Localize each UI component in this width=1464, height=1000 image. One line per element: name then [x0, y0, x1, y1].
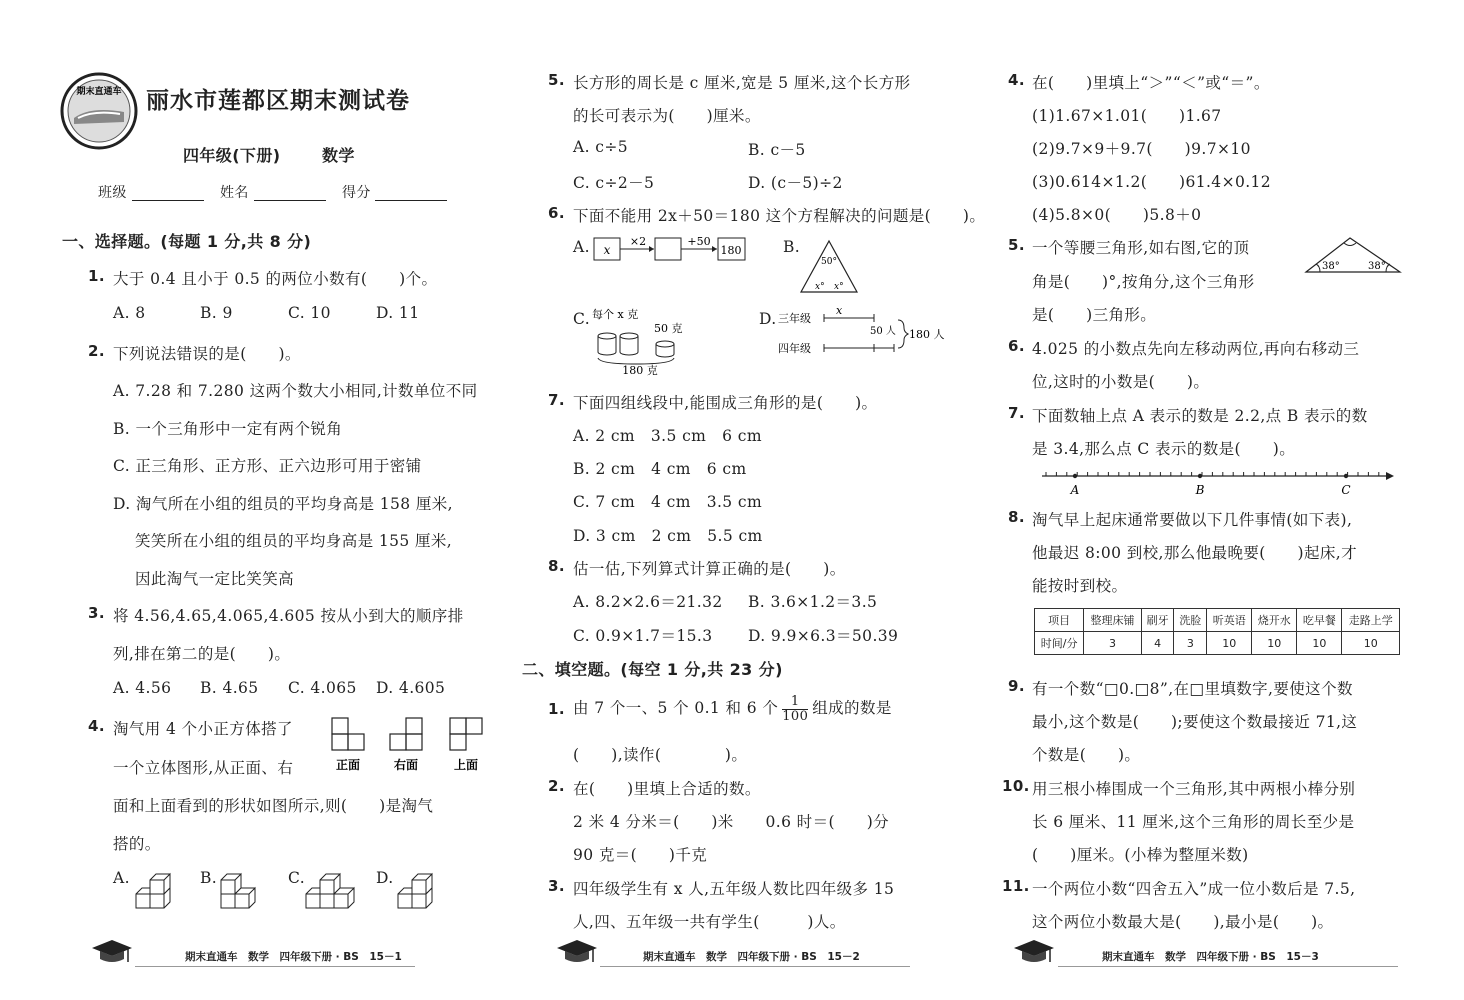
q1-text: 大于 0.4 且小于 0.5 的两位小数有( )个。 — [113, 270, 438, 288]
class-field-line[interactable] — [132, 200, 204, 201]
table-cell: 3 — [1174, 632, 1207, 655]
q4-views-figure — [328, 714, 488, 774]
q3-option-c[interactable]: C. 4.065 — [288, 679, 357, 697]
q2-option-d[interactable]: D. 淘气所在小组的组员的平均身高是 158 厘米, — [113, 495, 453, 513]
q5-option-c[interactable]: C. c÷2－5 — [573, 174, 655, 192]
page-column-1 — [0, 0, 500, 1000]
q8-option-a[interactable]: A. 8.2×2.6＝21.32 — [573, 593, 723, 611]
q1-option-d[interactable]: D. 11 — [376, 304, 420, 322]
diagram-b-top-angle: 50° — [821, 257, 837, 267]
f6-text: 4.025 的小数点先向左移动两位,再向右移动三 — [1032, 340, 1360, 358]
f7-label-a: A — [1070, 483, 1080, 497]
f1-frac-numerator: 1 — [782, 695, 808, 710]
page-title: 丽水市莲都区期末测试卷 — [146, 88, 410, 114]
graduation-cap-icon — [1012, 936, 1056, 968]
q5-option-b[interactable]: B. c－5 — [748, 141, 806, 159]
q2-text: 下列说法错误的是( )。 — [113, 345, 301, 363]
q3-text-line2: 列,排在第二的是( )。 — [113, 645, 291, 663]
f7-number: 7. — [1008, 404, 1025, 422]
diagram-a-x: x — [603, 243, 611, 257]
f1-text — [573, 692, 892, 724]
f7-label-c: C — [1341, 483, 1351, 497]
f9-text-line3: 个数是( )。 — [1032, 746, 1141, 764]
f1-post: 组成的数是 — [812, 699, 892, 717]
f5-number: 5. — [1008, 236, 1025, 254]
table-cell: 整理床铺 — [1084, 609, 1142, 632]
f7-text-line2: 是 3.4,那么点 C 表示的数是( )。 — [1032, 440, 1296, 458]
f5-text-line2: 角是( )°,按角分,这个三角形 — [1032, 273, 1255, 291]
table-cell: 4 — [1141, 632, 1174, 655]
footer-text-2: 期末直通车 数学 四年级下册 · BS 15－2 — [643, 951, 860, 963]
q8-text: 估一估,下列算式计算正确的是( )。 — [573, 560, 846, 578]
diagram-d-x: x — [836, 304, 843, 317]
table-cell: 项目 — [1035, 609, 1084, 632]
footer-rule — [1058, 966, 1398, 967]
f9-text: 有一个数“□0.□8”,在□里填数字,要使这个数 — [1032, 680, 1353, 698]
f10-text-line3: ( )厘米。(小棒为整厘米数) — [1032, 846, 1249, 864]
q4-option-a[interactable]: A. — [113, 869, 130, 887]
f4-text: 在( )里填上“＞”“＜”或“＝”。 — [1032, 74, 1270, 92]
q4-text: 淘气用 4 个小正方体搭了 — [113, 720, 293, 738]
f6-text-line2: 位,这时的小数是( )。 — [1032, 373, 1210, 391]
f6-number: 6. — [1008, 337, 1025, 355]
table-cell: 听英语 — [1207, 609, 1252, 632]
q6-diagram-b — [798, 238, 860, 296]
footer-page-1 — [0, 944, 500, 970]
class-field-label: 班级 — [98, 185, 127, 201]
q6-option-b[interactable]: B. — [783, 238, 801, 256]
q7-option-d[interactable]: D. 3 cm 2 cm 5.5 cm — [573, 527, 763, 545]
q6-option-a[interactable]: A. — [573, 238, 590, 256]
f11-number: 11. — [1002, 877, 1030, 895]
grade-label: 四年级(下册) — [183, 146, 281, 165]
f8-text-line3: 能按时到校。 — [1032, 577, 1128, 595]
name-field-label: 姓名 — [220, 185, 249, 201]
table-cell: 10 — [1252, 632, 1297, 655]
q4-text-line3: 面和上面看到的形状如图所示,则( )是淘气 — [113, 797, 434, 815]
f5-text-line3: 是( )三角形。 — [1032, 306, 1157, 324]
f3-text-line2: 人,四、五年级一共有学生( )人。 — [573, 913, 846, 931]
q4-text-line2: 一个立体图形,从正面、右 — [113, 759, 294, 777]
cube-c-figure — [306, 874, 354, 908]
f10-text: 用三根小棒围成一个三角形,其中两根小棒分别 — [1032, 780, 1356, 798]
f11-text-line2: 这个两位小数最大是( ),最小是( )。 — [1032, 913, 1334, 931]
footer-text-3: 期末直通车 数学 四年级下册 · BS 15－3 — [1102, 951, 1319, 963]
table-cell: 10 — [1297, 632, 1342, 655]
table-cell: 刷牙 — [1141, 609, 1174, 632]
q4-cube-options-figure — [128, 866, 448, 916]
q6-diagram-a — [592, 232, 752, 268]
table-cell: 吃早餐 — [1297, 609, 1342, 632]
diagram-c-weight: 50 克 — [654, 322, 683, 335]
q5-text-line2: 的长可表示为( )厘米。 — [573, 107, 761, 125]
view-top-figure — [450, 718, 482, 750]
table-header-row — [1035, 609, 1400, 632]
q8-option-b[interactable]: B. 3.6×1.2＝3.5 — [748, 593, 878, 611]
f10-number: 10. — [1002, 777, 1030, 795]
score-field-line[interactable] — [375, 200, 447, 201]
footer-rule — [135, 966, 415, 967]
f5-text: 一个等腰三角形,如右图,它的顶 — [1032, 239, 1250, 257]
q3-option-a[interactable]: A. 4.56 — [113, 679, 172, 697]
diagram-d-extra: 50 人 — [870, 326, 896, 337]
table-cell: 时间/分 — [1035, 632, 1084, 655]
view-front-label: 正面 — [335, 758, 361, 772]
q3-text: 将 4.56,4.65,4.065,4.605 按从小到大的顺序排 — [113, 607, 464, 625]
page-column-3 — [990, 0, 1464, 1000]
q2-option-d-line2: 笑笑所在小组的组员的平均身高是 155 厘米, — [135, 532, 453, 550]
q8-number: 8. — [548, 557, 565, 575]
f4-number: 4. — [1008, 71, 1025, 89]
f1-frac-denominator: 100 — [782, 708, 809, 724]
view-right-label: 右面 — [393, 758, 419, 772]
graduation-cap-icon — [555, 936, 599, 968]
q2-number: 2. — [88, 342, 105, 360]
q7-text: 下面四组线段中,能围成三角形的是( )。 — [573, 394, 878, 412]
q3-option-d[interactable]: D. 4.605 — [376, 679, 446, 697]
q4-option-d[interactable]: D. — [376, 869, 394, 887]
f7-number-line — [1038, 464, 1398, 498]
q4-option-c[interactable]: C. — [288, 869, 306, 887]
schedule-table — [1034, 608, 1400, 655]
q1-option-c[interactable]: C. 10 — [288, 304, 331, 322]
footer-page-2 — [500, 944, 990, 970]
f4-item-2[interactable]: (2)9.7×9＋9.7( )9.7×10 — [1032, 140, 1251, 158]
f8-text-line2: 他最迟 8:00 到校,那么他最晚要( )起床,才 — [1032, 544, 1358, 562]
diagram-a-op1: ×2 — [629, 235, 647, 248]
f11-text: 一个两位小数“四舍五入”成一位小数后是 7.5, — [1032, 880, 1356, 898]
q6-diagram-c — [592, 306, 702, 378]
q5-option-d[interactable]: D. (c－5)÷2 — [748, 174, 843, 192]
q4-number: 4. — [88, 717, 105, 735]
f5-angle-left: 38° — [1322, 261, 1340, 272]
q2-option-a[interactable]: A. 7.28 和 7.280 这两个数大小相同,计数单位不同 — [113, 382, 478, 400]
f5-triangle-figure — [1304, 234, 1404, 276]
section1-heading: 一、选择题。(每题 1 分,共 8 分) — [62, 232, 312, 251]
score-field-label: 得分 — [342, 185, 371, 201]
f8-text: 淘气早上起床通常要做以下几件事情(如下表), — [1032, 511, 1353, 529]
subject-label: 数学 — [322, 146, 355, 165]
footer-text-1: 期末直通车 数学 四年级下册 · BS 15－1 — [185, 951, 402, 963]
q7-option-b[interactable]: B. 2 cm 4 cm 6 cm — [573, 460, 747, 478]
f4-item-4[interactable]: (4)5.8×0( )5.8＋0 — [1032, 206, 1202, 224]
q4-text-line4: 搭的。 — [113, 835, 161, 853]
name-field-line[interactable] — [254, 200, 326, 201]
table-cell: 洗脸 — [1174, 609, 1207, 632]
table-cell: 10 — [1207, 632, 1252, 655]
view-front-figure — [332, 718, 364, 750]
diagram-b-right-angle: x° — [834, 282, 844, 292]
table-cell: 3 — [1084, 632, 1142, 655]
view-top-label: 上面 — [453, 758, 479, 772]
q6-option-c[interactable]: C. — [573, 310, 591, 328]
f5-angle-right: 38° — [1368, 261, 1386, 272]
f3-text: 四年级学生有 x 人,五年级人数比四年级多 15 — [573, 880, 895, 898]
f2-text-line2: 2 米 4 分米＝( )米 0.6 时＝( )分 — [573, 813, 890, 831]
cube-a-figure — [136, 874, 170, 908]
f8-number: 8. — [1008, 508, 1025, 526]
view-right-figure — [390, 718, 422, 750]
f9-number: 9. — [1008, 677, 1025, 695]
f7-text: 下面数轴上点 A 表示的数是 2.2,点 B 表示的数 — [1032, 407, 1368, 425]
diagram-a-op2: +50 — [687, 235, 711, 248]
logo-text: 期末直通车 — [76, 87, 122, 97]
f2-text: 在( )里填上合适的数。 — [573, 780, 761, 798]
diagram-a-result: 180 — [720, 244, 742, 257]
q6-text: 下面不能用 2x＋50＝180 这个方程解决的问题是( )。 — [573, 207, 986, 225]
diagram-c-total: 180 克 — [622, 364, 658, 377]
diagram-b-left-angle: x° — [815, 282, 825, 292]
diagram-d-row1: 三年级 — [778, 312, 811, 325]
q2-option-b[interactable]: B. 一个三角形中一定有两个锐角 — [113, 420, 343, 438]
f1-number: 1. — [548, 700, 565, 718]
q3-number: 3. — [88, 604, 105, 622]
q1-number: 1. — [88, 267, 105, 285]
f10-text-line2: 长 6 厘米、11 厘米,这个三角形的周长至少是 — [1032, 813, 1355, 831]
q7-option-a[interactable]: A. 2 cm 3.5 cm 6 cm — [573, 427, 762, 445]
f1-fraction — [782, 695, 808, 724]
page-column-2 — [500, 0, 990, 1000]
q5-number: 5. — [548, 71, 565, 89]
table-row — [1035, 632, 1400, 655]
q2-option-c[interactable]: C. 正三角形、正方形、正六边形可用于密铺 — [113, 457, 422, 475]
footer-page-3 — [990, 944, 1464, 970]
graduation-cap-icon — [90, 936, 134, 968]
q1-option-b[interactable]: B. 9 — [200, 304, 233, 322]
diagram-c-label: 每个 x 克 — [592, 308, 639, 321]
f4-item-1[interactable]: (1)1.67×1.01( )1.67 — [1032, 107, 1222, 125]
f4-item-3[interactable]: (3)0.614×1.2( )61.4×0.12 — [1032, 173, 1272, 191]
table-cell: 10 — [1342, 632, 1400, 655]
logo-badge — [60, 72, 138, 150]
diagram-d-row2: 四年级 — [778, 342, 811, 355]
footer-rule — [600, 966, 910, 967]
f2-number: 2. — [548, 777, 565, 795]
q7-option-c[interactable]: C. 7 cm 4 cm 3.5 cm — [573, 493, 763, 511]
f9-text-line2: 最小,这个数是( );要使这个数最接近 71,这 — [1032, 713, 1358, 731]
diagram-d-total: 180 人 — [909, 328, 945, 341]
q2-option-d-line3: 因此淘气一定比笑笑高 — [135, 570, 295, 588]
section2-heading: 二、填空题。(每空 1 分,共 23 分) — [522, 660, 783, 679]
q1-option-a[interactable]: A. 8 — [113, 304, 146, 322]
q6-diagram-d — [778, 302, 948, 362]
f7-label-b: B — [1195, 483, 1205, 497]
f1-text-line2: ( ),读作( )。 — [573, 746, 748, 764]
q8-option-d[interactable]: D. 9.9×6.3＝50.39 — [748, 627, 899, 645]
table-cell: 烧开水 — [1252, 609, 1297, 632]
q8-option-c[interactable]: C. 0.9×1.7＝15.3 — [573, 627, 713, 645]
q3-option-b[interactable]: B. 4.65 — [200, 679, 259, 697]
q5-text: 长方形的周长是 c 厘米,宽是 5 厘米,这个长方形 — [573, 74, 911, 92]
table-cell: 走路上学 — [1342, 609, 1400, 632]
q6-option-d[interactable]: D. — [759, 310, 777, 328]
cube-b-figure — [221, 874, 255, 908]
f2-text-line3: 90 克＝( )千克 — [573, 846, 708, 864]
f3-number: 3. — [548, 877, 565, 895]
q7-number: 7. — [548, 391, 565, 409]
q4-option-b[interactable]: B. — [200, 869, 218, 887]
q5-option-a[interactable]: A. c÷5 — [573, 138, 628, 156]
q6-number: 6. — [548, 204, 565, 222]
cube-d-figure — [398, 874, 432, 908]
f1-pre: 由 7 个一、5 个 0.1 和 6 个 — [573, 699, 779, 717]
